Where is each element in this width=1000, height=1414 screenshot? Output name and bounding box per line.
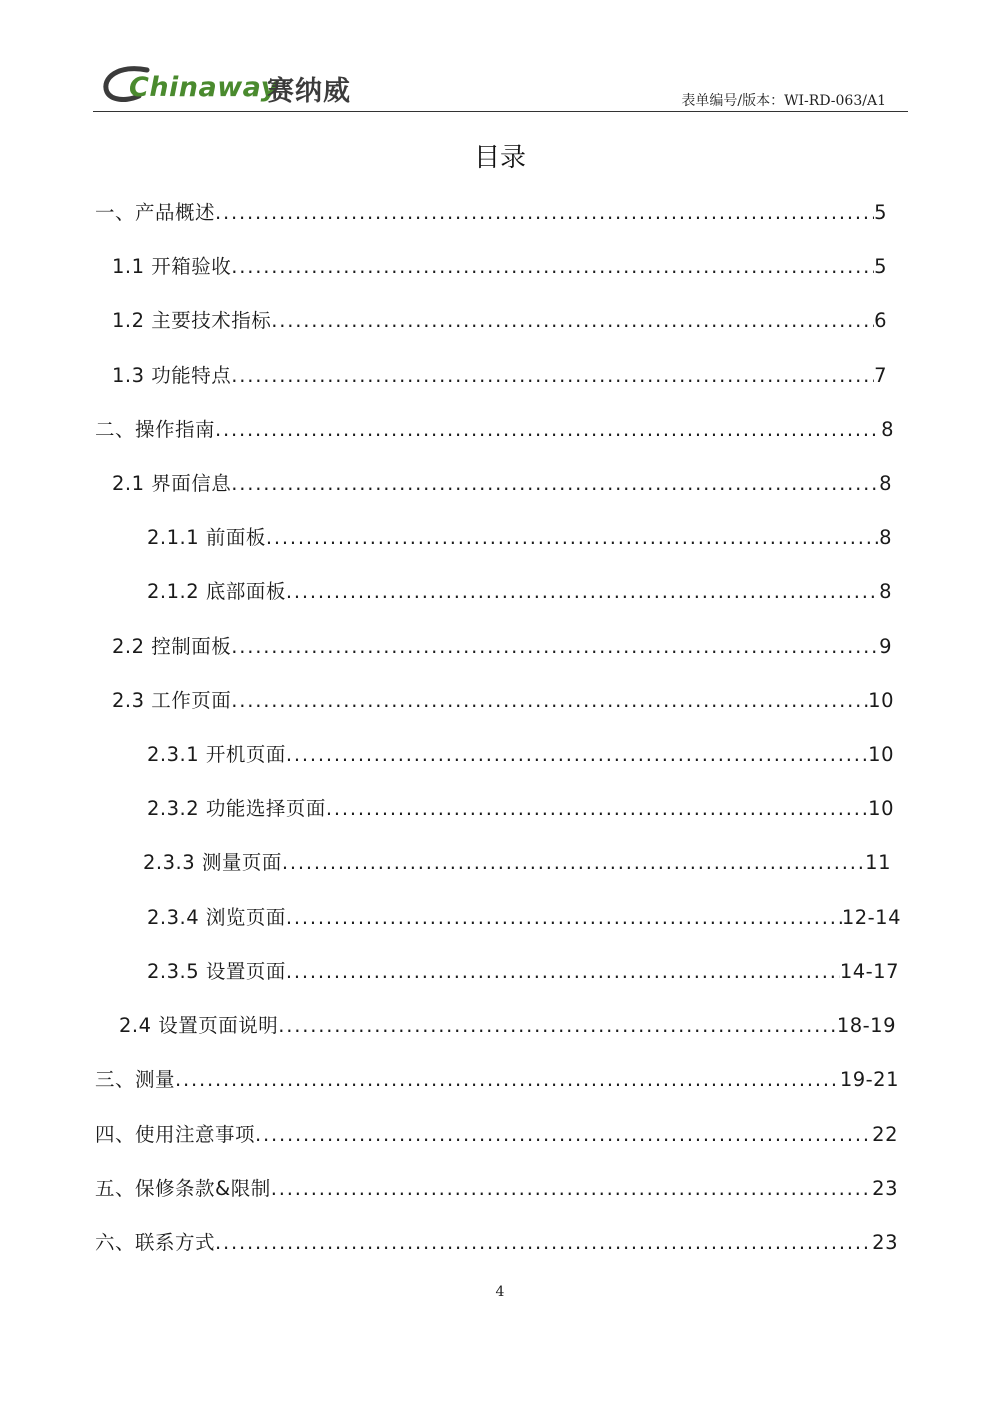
toc-entry-title: 2.1.1 前面板 xyxy=(147,526,266,549)
toc-entry-title: 二、操作指南 xyxy=(95,418,216,441)
page-title: 目录 xyxy=(473,143,526,173)
toc-leader xyxy=(271,307,874,335)
toc-entry-title: 2.3.3 测量页面 xyxy=(143,851,282,874)
toc-entry-title: 2.3.4 浏览页面 xyxy=(147,906,286,929)
page-number: 4 xyxy=(495,1284,505,1300)
toc-entry-title: 2.3.2 功能选择页面 xyxy=(147,797,326,820)
toc-entry-6[interactable] xyxy=(95,1229,898,1257)
toc-entry-title: 1.1 开箱验收 xyxy=(112,255,232,278)
toc-entry-2-1[interactable] xyxy=(112,470,892,498)
toc-entry-page: 9 xyxy=(879,635,892,658)
toc-leader xyxy=(271,1175,872,1203)
toc-entry-1-3[interactable] xyxy=(112,362,887,390)
toc-entry-title: 2.3.5 设置页面 xyxy=(147,960,286,983)
logo-english-text: Chinaway xyxy=(129,72,279,103)
toc-entry-2[interactable] xyxy=(95,416,894,444)
toc-entry-title: 2.2 控制面板 xyxy=(112,635,232,658)
toc-entry-title: 1.3 功能特点 xyxy=(112,364,232,387)
toc-leader xyxy=(255,1121,872,1149)
toc-entry-title: 五、保修条款&限制 xyxy=(95,1177,271,1200)
toc-entry-page: 14-17 xyxy=(839,960,899,983)
toc-entry-title: 六、联系方式 xyxy=(95,1231,216,1254)
toc-entry-2-3-5[interactable] xyxy=(147,958,899,986)
toc-entry-page: 5 xyxy=(874,255,887,278)
toc-entry-5[interactable] xyxy=(95,1175,898,1203)
toc-entry-2-4[interactable] xyxy=(119,1012,896,1040)
toc-entry-title: 三、测量 xyxy=(95,1068,176,1091)
toc-entry-page: 10 xyxy=(868,743,894,766)
toc-leader xyxy=(286,904,842,932)
toc-entry-2-3-2[interactable] xyxy=(147,795,894,823)
toc-entry-page: 10 xyxy=(868,689,894,712)
form-code: 表单编号/版本：WI-RD-063/A1 xyxy=(681,93,886,109)
toc-leader xyxy=(231,687,868,715)
toc-leader xyxy=(326,795,868,823)
toc-entry-page: 18-19 xyxy=(836,1014,896,1037)
toc-entry-page: 8 xyxy=(879,526,892,549)
toc-entry-1[interactable] xyxy=(95,199,887,227)
toc-entry-page: 8 xyxy=(879,472,892,495)
toc-entry-page: 12-14 xyxy=(841,906,901,929)
toc-entry-2-3-3[interactable] xyxy=(143,849,891,877)
toc-entry-3[interactable] xyxy=(95,1066,899,1094)
toc-leader xyxy=(175,1066,840,1094)
toc-entry-1-1[interactable] xyxy=(112,253,887,281)
toc-leader xyxy=(231,470,879,498)
toc-entry-page: 5 xyxy=(874,201,887,224)
toc-entry-page: 11 xyxy=(865,851,891,874)
toc-leader xyxy=(278,1012,837,1040)
toc-entry-page: 23 xyxy=(872,1231,898,1254)
logo-chinese-text: 赛纳威 xyxy=(267,76,351,107)
toc-entry-page: 7 xyxy=(874,364,887,387)
toc-entry-page: 22 xyxy=(872,1123,898,1146)
toc-entry-page: 8 xyxy=(881,418,894,441)
toc-entry-page: 19-21 xyxy=(839,1068,899,1091)
toc-entry-2-1-1[interactable] xyxy=(147,524,892,552)
toc-entry-title: 2.3.1 开机页面 xyxy=(147,743,286,766)
toc-entry-title: 四、使用注意事项 xyxy=(95,1123,256,1146)
toc-entry-page: 6 xyxy=(874,309,887,332)
toc-entry-2-3[interactable] xyxy=(112,687,894,715)
toc-entry-page: 23 xyxy=(872,1177,898,1200)
toc-entry-title: 1.2 主要技术指标 xyxy=(112,309,272,332)
toc-entry-title: 2.4 设置页面说明 xyxy=(119,1014,279,1037)
toc-entry-title: 2.1 界面信息 xyxy=(112,472,232,495)
toc-leader xyxy=(282,849,865,877)
toc-leader xyxy=(215,416,881,444)
toc-entry-page: 8 xyxy=(879,580,892,603)
toc-leader xyxy=(266,524,879,552)
toc-entry-2-1-2[interactable] xyxy=(147,578,892,606)
toc-entry-2-3-4[interactable] xyxy=(147,904,901,932)
toc-leader xyxy=(215,199,874,227)
toc-leader xyxy=(231,633,879,661)
toc-entry-1-2[interactable] xyxy=(112,307,887,335)
toc-leader xyxy=(231,253,874,281)
toc-leader xyxy=(231,362,874,390)
toc-entry-4[interactable] xyxy=(95,1121,898,1149)
toc-entry-title: 2.3 工作页面 xyxy=(112,689,232,712)
toc-entry-2-2[interactable] xyxy=(112,633,892,661)
toc-entry-title: 2.1.2 底部面板 xyxy=(147,580,286,603)
toc-entry-2-3-1[interactable] xyxy=(147,741,894,769)
toc-leader xyxy=(286,958,840,986)
toc-leader xyxy=(286,741,868,769)
toc-leader xyxy=(286,578,879,606)
toc-entry-title: 一、产品概述 xyxy=(95,201,216,224)
toc-entry-page: 10 xyxy=(868,797,894,820)
toc-leader xyxy=(215,1229,872,1257)
